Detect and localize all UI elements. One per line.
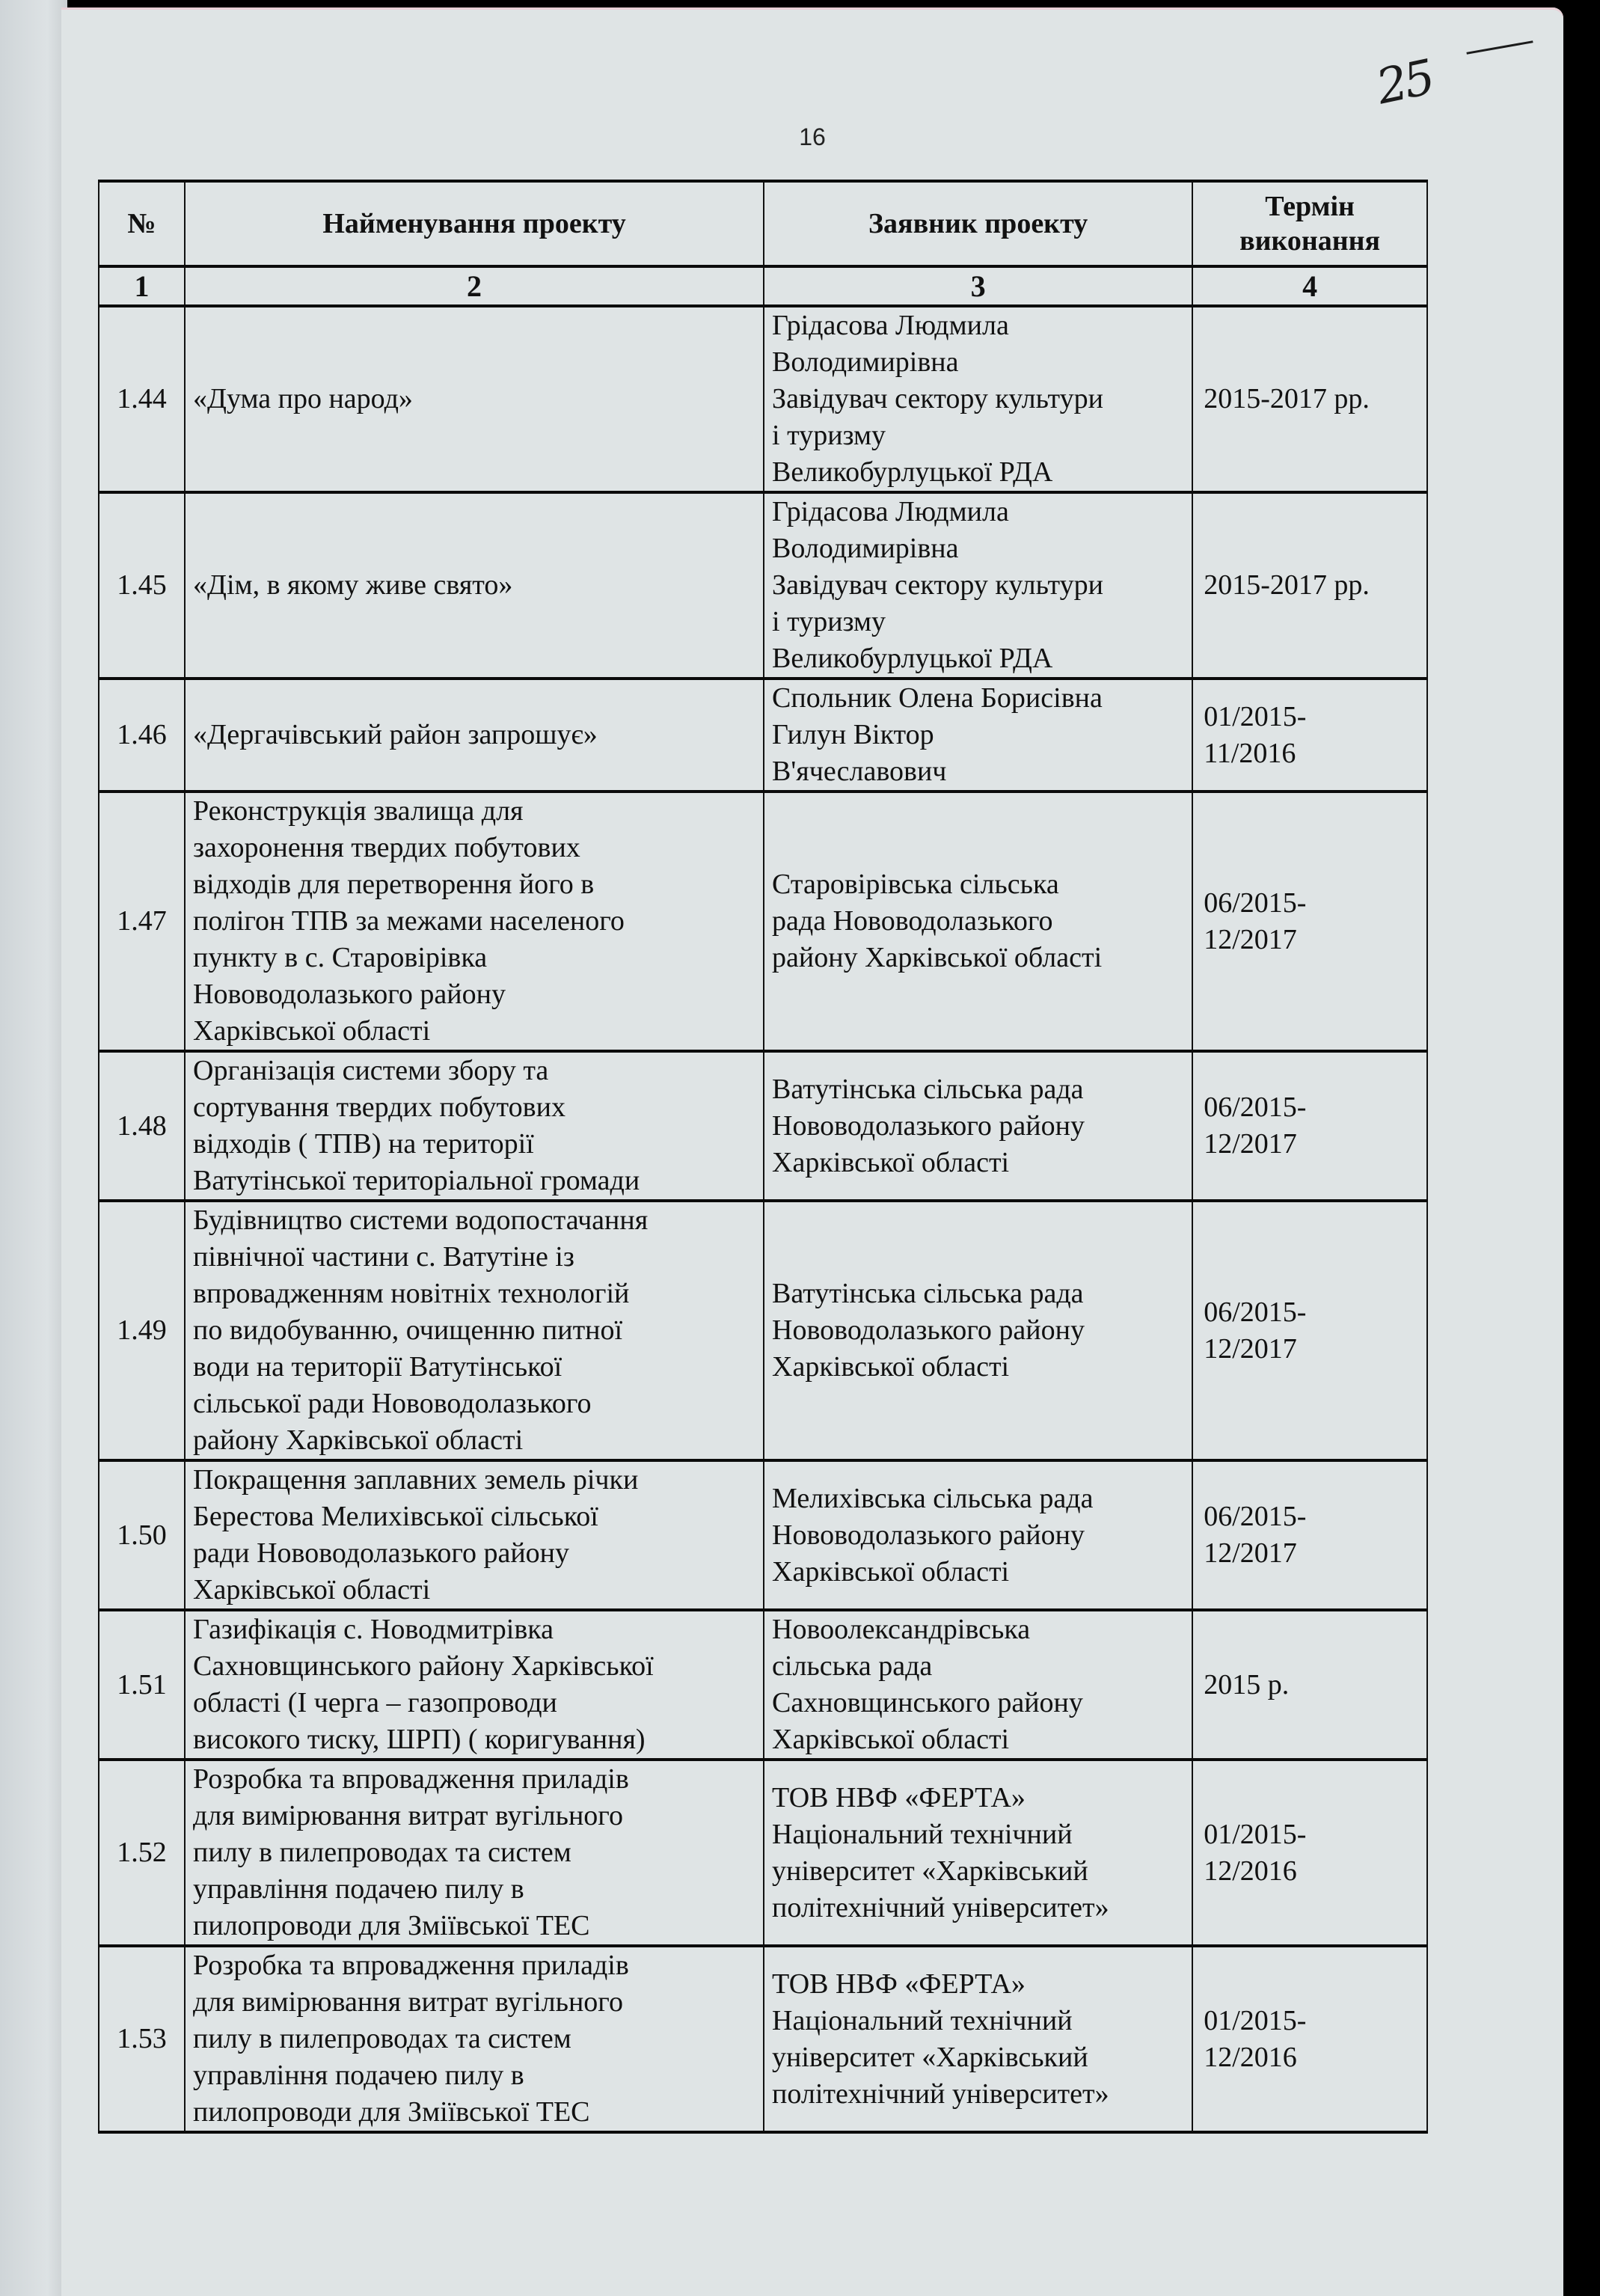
project-name-line: Харківської області (193, 1015, 431, 1047)
applicant-line: Харківської області (772, 1351, 1010, 1383)
header-term-line2: виконання (1239, 225, 1381, 257)
project-name-cell (185, 492, 764, 679)
project-name-line: високого тиску, ШРП) ( коригування) (193, 1724, 646, 1755)
project-name-line: управління подачею пилу в (193, 1873, 524, 1905)
applicant-line: Нововодолазького району (772, 1519, 1085, 1551)
table-row (99, 1946, 1427, 2132)
row-number: 1.47 (99, 792, 185, 1051)
applicant-line: Харківської області (772, 1146, 1010, 1178)
project-name-line: впровадженням новітніх технологій (193, 1278, 630, 1309)
project-name-line: Нововодолазького району (193, 979, 506, 1010)
term-line: 12/2017 (1204, 1128, 1297, 1160)
term-line: 06/2015- (1204, 1092, 1307, 1123)
table-row (99, 1760, 1427, 1946)
project-name-line: північної частини с. Ватутіне із (193, 1241, 574, 1273)
term-cell (1192, 1946, 1427, 2132)
project-name-line: пилу в пилепроводах та систем (193, 2023, 571, 2054)
underlying-page-edge (0, 0, 67, 2296)
project-name-line: району Харківської області (193, 1424, 524, 1456)
header-applicant: Заявник проекту (764, 181, 1192, 266)
project-name-cell (185, 1460, 764, 1610)
applicant-cell (764, 1946, 1192, 2132)
project-name-line: для вимірювання витрат вугільного (193, 1800, 623, 1831)
applicant-line: ТОВ НВФ «ФЕРТА» (772, 1968, 1026, 2000)
term-line: 12/2016 (1204, 1855, 1297, 1887)
term-line: 06/2015- (1204, 887, 1307, 919)
project-name-line: Розробка та впровадження приладів (193, 1763, 629, 1795)
applicant-cell (764, 492, 1192, 679)
project-name-line: відходів ( ТПВ) на території (193, 1128, 534, 1160)
applicant-line: університет «Харківський (772, 1855, 1088, 1887)
term-line: 12/2016 (1204, 2041, 1297, 2073)
project-name-line: пилопроводи для Зміївської ТЕС (193, 2096, 590, 2128)
applicant-line: Грідасова Людмила (772, 496, 1009, 527)
projects-table (98, 180, 1428, 2134)
term-line: 12/2017 (1204, 923, 1297, 955)
project-name-line: «Дергачівський район запрошує» (193, 719, 598, 750)
row-number: 1.51 (99, 1610, 185, 1760)
header-num: № (99, 181, 185, 266)
table-row (99, 679, 1427, 792)
table-row (99, 792, 1427, 1051)
table-row (99, 492, 1427, 679)
table-body (99, 306, 1427, 2132)
column-number: 1 (99, 266, 185, 306)
term-line: 12/2017 (1204, 1537, 1297, 1569)
applicant-line: Новоолександрівська (772, 1614, 1031, 1645)
project-name-line: по видобуванню, очищенню питної (193, 1314, 623, 1346)
term-line: 06/2015- (1204, 1296, 1307, 1328)
row-number: 1.48 (99, 1051, 185, 1201)
project-name-line: сільської ради Нововодолазького (193, 1388, 592, 1419)
applicant-line: Грідасова Людмила (772, 310, 1009, 341)
project-name-line: для вимірювання витрат вугільного (193, 1986, 623, 2018)
applicant-cell (764, 1051, 1192, 1201)
term-cell (1192, 1460, 1427, 1610)
applicant-line: політехнічний університет» (772, 2078, 1109, 2110)
handwritten-stroke (1466, 40, 1533, 55)
applicant-line: Завідувач сектору культури (772, 569, 1103, 601)
project-name-line: пилопроводи для Зміївської ТЕС (193, 1910, 590, 1941)
project-name-line: Газифікація с. Новодмитрівка (193, 1614, 554, 1645)
row-number: 1.44 (99, 306, 185, 492)
project-name-line: Харківської області (193, 1574, 431, 1605)
project-name-line: Сахновщинського району Харківської (193, 1650, 654, 1682)
project-name-line: Берестова Мелихівської сільської (193, 1501, 598, 1532)
term-line: 2015-2017 рр. (1204, 569, 1370, 601)
applicant-line: Нововодолазького району (772, 1314, 1085, 1346)
row-number: 1.45 (99, 492, 185, 679)
applicant-cell (764, 1460, 1192, 1610)
project-name-line: Розробка та впровадження приладів (193, 1950, 629, 1981)
applicant-line: В'ячеславович (772, 756, 947, 787)
applicant-cell (764, 792, 1192, 1051)
project-name-cell (185, 1051, 764, 1201)
applicant-line: університет «Харківський (772, 2041, 1088, 2073)
project-name-cell (185, 1610, 764, 1760)
term-cell (1192, 1760, 1427, 1946)
table-row (99, 1051, 1427, 1201)
term-line: 12/2017 (1204, 1332, 1297, 1365)
applicant-line: Сахновщинського району (772, 1687, 1083, 1718)
project-name-line: відходів для перетворення його в (193, 869, 595, 900)
project-name-cell (185, 792, 764, 1051)
applicant-cell (764, 1760, 1192, 1946)
project-name-line: управління подачею пилу в (193, 2060, 524, 2091)
applicant-line: Завідувач сектору культури (772, 383, 1103, 414)
applicant-line: Гилун Віктор (772, 719, 934, 750)
project-name-line: захоронення твердих побутових (193, 832, 580, 863)
header-term-line1: Термін (1265, 191, 1355, 222)
table-row (99, 1610, 1427, 1760)
applicant-cell (764, 306, 1192, 492)
term-line: 2015-2017 рр. (1204, 383, 1370, 414)
term-cell (1192, 306, 1427, 492)
project-name-line: Організація системи збору та (193, 1055, 549, 1086)
table-row (99, 306, 1427, 492)
term-line: 01/2015- (1204, 2004, 1307, 2036)
applicant-line: Великобурлуцької РДА (772, 456, 1053, 488)
applicant-line: Національний технічний (772, 2004, 1073, 2036)
row-number: 1.53 (99, 1946, 185, 2132)
project-name-cell (185, 1201, 764, 1460)
applicant-cell (764, 679, 1192, 792)
term-line: 2015 р. (1204, 1668, 1290, 1700)
term-cell (1192, 679, 1427, 792)
project-name-line: пункту в с. Старовірівка (193, 942, 488, 973)
project-name-line: Будівництво системи водопостачання (193, 1204, 649, 1236)
row-number: 1.50 (99, 1460, 185, 1610)
handwritten-folio-number: 25 (1371, 49, 1438, 116)
applicant-line: Мелихівська сільська рада (772, 1482, 1094, 1514)
term-line: 01/2015- (1204, 700, 1307, 732)
column-number-row (99, 266, 1427, 306)
term-line: 01/2015- (1204, 1818, 1307, 1850)
applicant-line: і туризму (772, 420, 886, 451)
term-line: 11/2016 (1204, 737, 1296, 769)
column-number: 2 (185, 266, 764, 306)
term-cell (1192, 1610, 1427, 1760)
row-number: 1.52 (99, 1760, 185, 1946)
project-name-line: області (І черга – газопроводи (193, 1687, 557, 1718)
applicant-line: ТОВ НВФ «ФЕРТА» (772, 1781, 1026, 1813)
project-name-line: полігон ТПВ за межами населеного (193, 905, 625, 937)
term-cell (1192, 1201, 1427, 1460)
applicant-line: району Харківської області (772, 942, 1103, 973)
project-name-line: Реконструкція звалища для (193, 795, 524, 827)
project-name-cell (185, 1946, 764, 2132)
project-name-line: ради Нововодолазького району (193, 1537, 570, 1569)
applicant-line: сільська рада (772, 1650, 933, 1682)
project-name-line: сортування твердих побутових (193, 1092, 565, 1123)
table-row (99, 1201, 1427, 1460)
project-name-line: «Дума про народ» (193, 383, 413, 414)
applicant-line: і туризму (772, 606, 886, 637)
applicant-line: Нововодолазького району (772, 1109, 1085, 1142)
applicant-line: Харківської області (772, 1724, 1010, 1755)
project-name-cell (185, 679, 764, 792)
project-name-line: Ватутінської територіальної громади (193, 1165, 640, 1196)
page-number: 16 (799, 123, 826, 150)
applicant-line: Старовірівська сільська (772, 869, 1059, 900)
header-term (1192, 181, 1427, 266)
applicant-line: Харківської області (772, 1555, 1010, 1588)
table-header-row (99, 181, 1427, 266)
project-name-line: Покращення заплавних земель річки (193, 1464, 639, 1496)
header-project-name: Найменування проекту (185, 181, 764, 266)
applicant-line: Спольник Олена Борисівна (772, 682, 1103, 714)
term-cell (1192, 792, 1427, 1051)
applicant-line: політехнічний університет» (772, 1891, 1109, 1923)
table-row (99, 1460, 1427, 1610)
applicant-cell (764, 1610, 1192, 1760)
applicant-cell (764, 1201, 1192, 1460)
applicant-line: Володимирівна (772, 533, 959, 564)
applicant-line: Ватутінська сільська рада (772, 1073, 1084, 1105)
term-cell (1192, 1051, 1427, 1201)
project-name-line: пилу в пилепроводах та систем (193, 1837, 571, 1868)
applicant-line: Ватутінська сільська рада (772, 1278, 1084, 1309)
row-number: 1.49 (99, 1201, 185, 1460)
project-name-line: «Дім, в якому живе свято» (193, 569, 513, 601)
term-line: 06/2015- (1204, 1501, 1307, 1532)
column-number: 3 (764, 266, 1192, 306)
project-name-cell (185, 1760, 764, 1946)
applicant-line: Великобурлуцької РДА (772, 643, 1053, 674)
applicant-line: рада Нововодолазького (772, 905, 1053, 937)
project-name-cell (185, 306, 764, 492)
applicant-line: Володимирівна (772, 346, 959, 378)
term-cell (1192, 492, 1427, 679)
column-number: 4 (1192, 266, 1427, 306)
applicant-line: Національний технічний (772, 1818, 1073, 1850)
row-number: 1.46 (99, 679, 185, 792)
project-name-line: води на території Ватутінської (193, 1351, 563, 1383)
